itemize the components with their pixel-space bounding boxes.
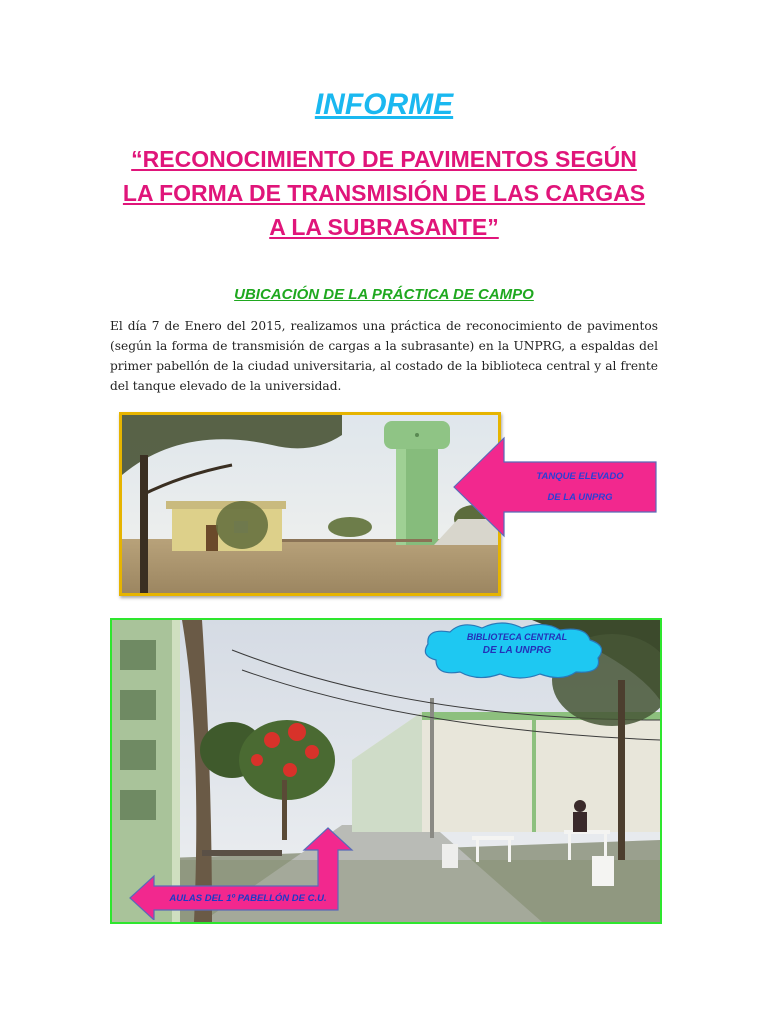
library-callout-line-1: BIBLIOTECA CENTRAL <box>466 632 568 642</box>
body-paragraph: El día 7 de Enero del 2015, realizamos una práctica de reconocimiento de pavimentos (según la forma de transmisión de cargas a la subrasante) en la UNPRG, a espaldas del primer pabellón de la ciudad universitaria, al costado de la biblioteca central y al frente del tanque elevado de la universidad. <box>110 319 658 393</box>
classrooms-callout-label: AULAS DEL 1º PABELLÓN DE C.U. <box>169 893 327 904</box>
library-callout-line-2: DE LA UNPRG <box>482 645 552 656</box>
subtitle-line-3: A LA SUBRASANTE” <box>269 214 499 240</box>
classrooms-callout-arrow <box>128 826 354 920</box>
water-tank-photo-illustration <box>122 415 498 593</box>
subtitle-line-2: LA FORMA DE TRANSMISIÓN DE LAS CARGAS <box>122 180 646 206</box>
library-callout-label <box>428 631 606 657</box>
section-heading: UBICACIÓN DE LA PRÁCTICA DE CAMPO <box>234 286 534 303</box>
report-title: INFORME <box>314 88 454 121</box>
report-subtitle <box>84 142 684 244</box>
tank-callout-line-1: TANQUE ELEVADO <box>536 471 624 482</box>
tank-callout-label <box>504 466 656 508</box>
subtitle-line-1: “RECONOCIMIENTO DE PAVIMENTOS SEGÚN <box>131 146 637 172</box>
water-tank-photo <box>119 412 501 596</box>
tank-callout-line-2: DE LA UNPRG <box>547 492 613 503</box>
